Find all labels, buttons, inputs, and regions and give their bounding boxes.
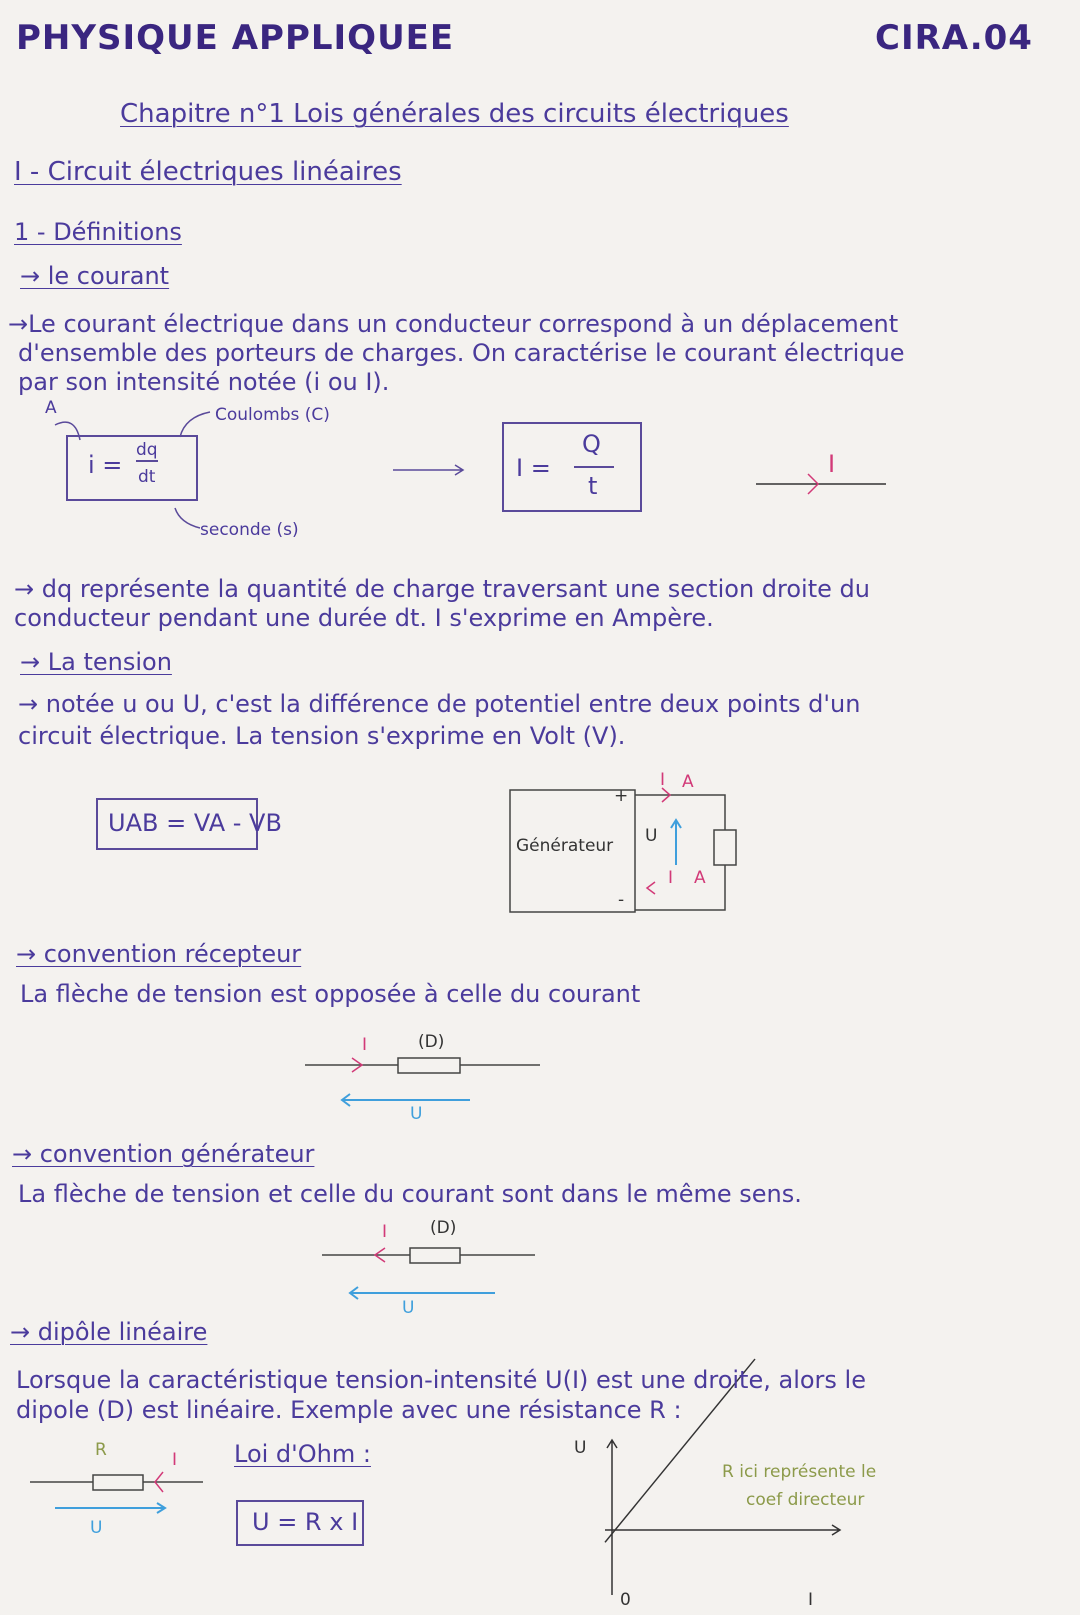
graph-origin-label: 0 [620, 1590, 631, 1610]
graph-y-label: U [574, 1438, 587, 1458]
voltage-arrow-icon [671, 820, 681, 865]
ohm-resistor [93, 1475, 143, 1490]
formula-i-lhs: i = [88, 451, 123, 479]
subject-title: PHYSIQUE APPLIQUEE [16, 18, 455, 58]
recepteur-dipole [398, 1058, 460, 1073]
para-dq-2: conducteur pendant une durée dt. I s'exprime en Ampère. [14, 604, 714, 632]
para-courant-1: →Le courant électrique dans un conducteur correspond à un déplacement [8, 310, 899, 338]
recepteur-u-label: U [410, 1104, 423, 1124]
formula-I-lhs: I = [516, 454, 551, 482]
minus-sign: - [618, 890, 625, 910]
current-arrow-bottom-icon [647, 882, 655, 894]
para-dq-1: → dq représente la quantité de charge traversant une section droite du [14, 575, 870, 603]
para-courant-2: d'ensemble des porteurs de charges. On caractérise le courant électrique [18, 339, 905, 367]
recepteur-d-label: (D) [418, 1032, 445, 1052]
heading-tension: → La tension [20, 648, 172, 676]
generator-u-label: U [645, 826, 658, 846]
formula-uab: UAB = VA - VB [108, 809, 282, 837]
ohm-formula: U = R x I [252, 1508, 359, 1536]
label-ampere: A [45, 398, 57, 418]
subsection-title: 1 - Définitions [14, 218, 182, 246]
generateur-voltage-arrow-icon [350, 1287, 495, 1299]
label-coulombs: Coulombs (C) [215, 405, 330, 425]
formula-I-box [502, 422, 642, 512]
ohm-u-label: U [90, 1518, 103, 1538]
heading-courant: → le courant [20, 262, 170, 290]
coulomb-pointer [180, 412, 210, 437]
ohm-heading: Loi d'Ohm : [234, 1440, 371, 1468]
para-courant-3: par son intensité notée (i ou I). [18, 368, 390, 396]
formula-uab-box [96, 798, 282, 850]
generateur-dipole [410, 1248, 460, 1263]
implies-arrow [393, 465, 463, 475]
plus-sign: + [614, 786, 629, 806]
graph-y-axis [607, 1440, 617, 1595]
generator-a-bottom: A [694, 868, 706, 888]
graph-note-2: coef directeur [746, 1490, 865, 1510]
circuit-wires [635, 795, 725, 910]
ohm-voltage-arrow-icon [55, 1503, 165, 1513]
ohm-i-label: I [172, 1450, 178, 1470]
para-lineaire-1: Lorsque la caractéristique tension-intensité U(I) est une droite, alors le [16, 1366, 866, 1394]
ampere-pointer [55, 422, 80, 440]
course-code: CIRA.04 [875, 18, 1033, 58]
ohm-r-label: R [95, 1440, 107, 1460]
generator-i-top: I [660, 770, 666, 790]
recepteur-voltage-arrow-icon [342, 1094, 470, 1106]
para-tension-2: circuit électrique. La tension s'exprime en Volt (V). [18, 722, 626, 750]
current-arrow-label: I [828, 450, 836, 478]
formula-I-den: t [588, 472, 598, 500]
graph-x-axis [605, 1525, 840, 1535]
generator-label: Générateur [516, 836, 614, 856]
formula-I-num: Q [582, 430, 601, 458]
ohm-formula-box [236, 1500, 364, 1546]
recepteur-i-label: I [362, 1035, 368, 1055]
fraction-bar [574, 466, 614, 468]
formula-i-num: dq [136, 440, 158, 460]
seconde-pointer [175, 508, 200, 528]
text-recepteur: La flèche de tension est opposée à celle du courant [20, 980, 641, 1008]
chapter-title: Chapitre n°1 Lois générales des circuits électriques [120, 99, 789, 129]
resistor-icon [714, 830, 736, 865]
generator-i-bottom: I [668, 868, 674, 888]
graph-note-1: R ici représente le [722, 1462, 877, 1482]
text-generateur: La flèche de tension et celle du courant sont dans le même sens. [18, 1180, 802, 1208]
section-title: I - Circuit électriques linéaires [14, 157, 402, 187]
generateur-u-label: U [402, 1298, 415, 1318]
graph-x-label: I [808, 1590, 814, 1610]
formula-i-den: dt [138, 467, 156, 487]
generateur-i-label: I [382, 1222, 388, 1242]
para-lineaire-2: dipole (D) est linéaire. Exemple avec une résistance R : [16, 1396, 682, 1424]
label-seconde: seconde (s) [200, 520, 299, 540]
para-tension-1: → notée u ou U, c'est la différence de potentiel entre deux points d'un [18, 690, 861, 718]
heading-recepteur: → convention récepteur [16, 940, 302, 968]
generator-a-top: A [682, 772, 694, 792]
heading-lineaire: → dipôle linéaire [10, 1318, 208, 1346]
generateur-d-label: (D) [430, 1218, 457, 1238]
heading-generateur: → convention générateur [12, 1140, 315, 1168]
